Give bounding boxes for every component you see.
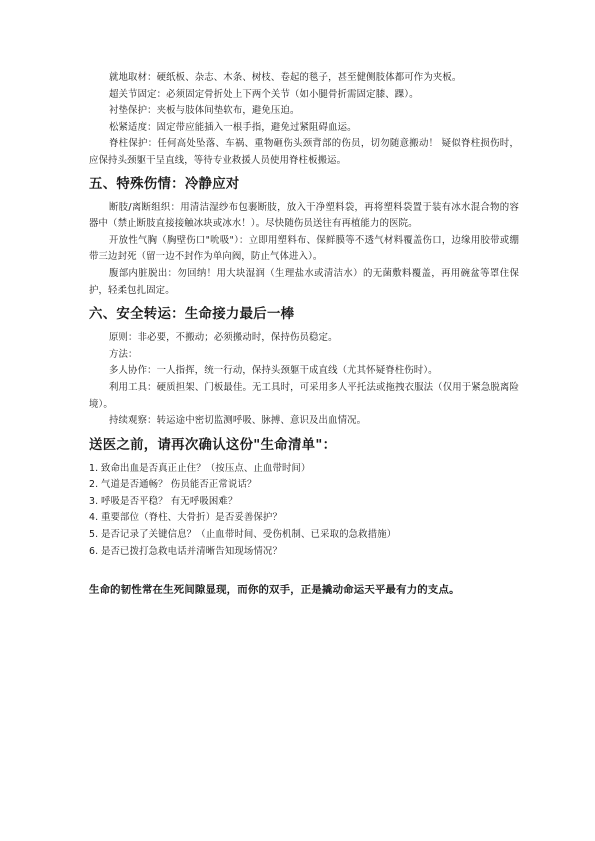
paragraph-teamwork: 多人协作：一人指挥，统一行动，保持头颈躯干成直线（尤其怀疑脊柱伤时）。 (109, 365, 438, 377)
paragraph-open-pneumothorax: 开放性气胸（胸壁伤口"吮吸"）：立即用塑料布、保鲜膜等不透气材料覆盖伤口，边缘用胶带或绷带三边封死（留一边不封作为单向阀，防止气体进入）。 (89, 234, 519, 263)
closing-statement: 生命的韧性常在生死间隙显现，而你的双手，正是撬动命运天平最有力的支点。 (89, 584, 460, 597)
section-5-heading: 五、特殊伤情：冷静应对 (89, 176, 240, 192)
section-5-body (89, 200, 519, 300)
paragraph-tightness: 松紧适度：固定带应能插入一根手指，避免过紧阻碍血运。 (109, 121, 357, 133)
list-text: 是否记录了关键信息？（止血带时间、受伤机制、已采取的急救措施） (101, 529, 397, 541)
paragraph-principle: 原则：非必要，不搬动；必须搬动时，保持伤员稳定。 (109, 332, 338, 344)
list-item (89, 461, 519, 478)
list-text: 重要部位（脊柱、大骨折）是否妥善保护？ (101, 512, 282, 524)
paragraph-spine-protection: 脊柱保护：任何高处坠落、车祸、重物砸伤头颈背部的伤员，切勿随意搬动！ 疑似脊柱损伤时，应保持头颈躯干呈直线，等待专业救援人员使用脊柱板搬运。 (89, 138, 519, 166)
list-text: 气道是否通畅？ 伤员能否正常说话？ (101, 479, 257, 491)
checklist (89, 461, 519, 561)
paragraph-monitoring: 持续观察：转运途中密切监测呼吸、脉搏、意识及出血情况。 (109, 415, 367, 427)
paragraph-improvised-splint: 就地取材：硬纸板、杂志、木条、树枝、卷起的毯子，甚至健侧肢体都可作为夹板。 (109, 72, 462, 83)
list-text: 呼吸是否平稳？ 有无呼吸困难？ (101, 495, 238, 507)
list-item (89, 544, 519, 561)
list-item (89, 510, 519, 527)
list-number: 1. (89, 462, 99, 474)
paragraph-padding: 衬垫保护：夹板与肢体间垫软布，避免压迫。 (109, 105, 300, 117)
list-number: 3. (89, 495, 99, 507)
document-content (89, 70, 519, 598)
list-number: 5. (89, 529, 99, 541)
list-number: 2. (89, 479, 99, 491)
paragraph-joint-fixation: 超关节固定：必须固定骨折处上下两个关节（如小腿骨折需固定膝、踝）。 (109, 88, 419, 100)
section-6-heading: 六、安全转运：生命接力最后一棒 (89, 307, 295, 323)
list-text: 致命出血是否真正止住？（按压点、止血带时间） (101, 462, 311, 474)
paragraph-tools: 利用工具：硬质担架、门板最佳。无工具时，可采用多人平托法或拖拽衣服法（仅用于紧急脱离险境）。 (89, 381, 519, 410)
list-item (89, 494, 519, 511)
list-item (89, 527, 519, 544)
checklist-heading: 送医之前，请再次确认这份"生命清单"： (89, 437, 337, 453)
list-text: 是否已拨打急救电话并清晰告知现场情况？ (101, 545, 282, 557)
list-item (89, 477, 519, 494)
paragraph-evisceration: 腹部内脏脱出：勿回纳！用大块湿润（生理盐水或清洁水）的无菌敷料覆盖，再用碗盆等罩住保护，轻柔包扎固定。 (89, 267, 519, 296)
section-6-body (89, 330, 519, 430)
immobilization-list (89, 70, 519, 170)
list-number: 4. (89, 512, 99, 524)
list-number: 6. (89, 545, 99, 557)
paragraph-amputation: 断肢/离断组织：用清洁湿纱布包裹断肢，放入干净塑料袋，再将塑料袋置于装有冰水混合物的容器中（禁止断肢直接接触冰块或冰水！）。尽快随伤员送往有再植能力的医院。 (89, 201, 519, 230)
paragraph-methods: 方法： (109, 348, 138, 360)
